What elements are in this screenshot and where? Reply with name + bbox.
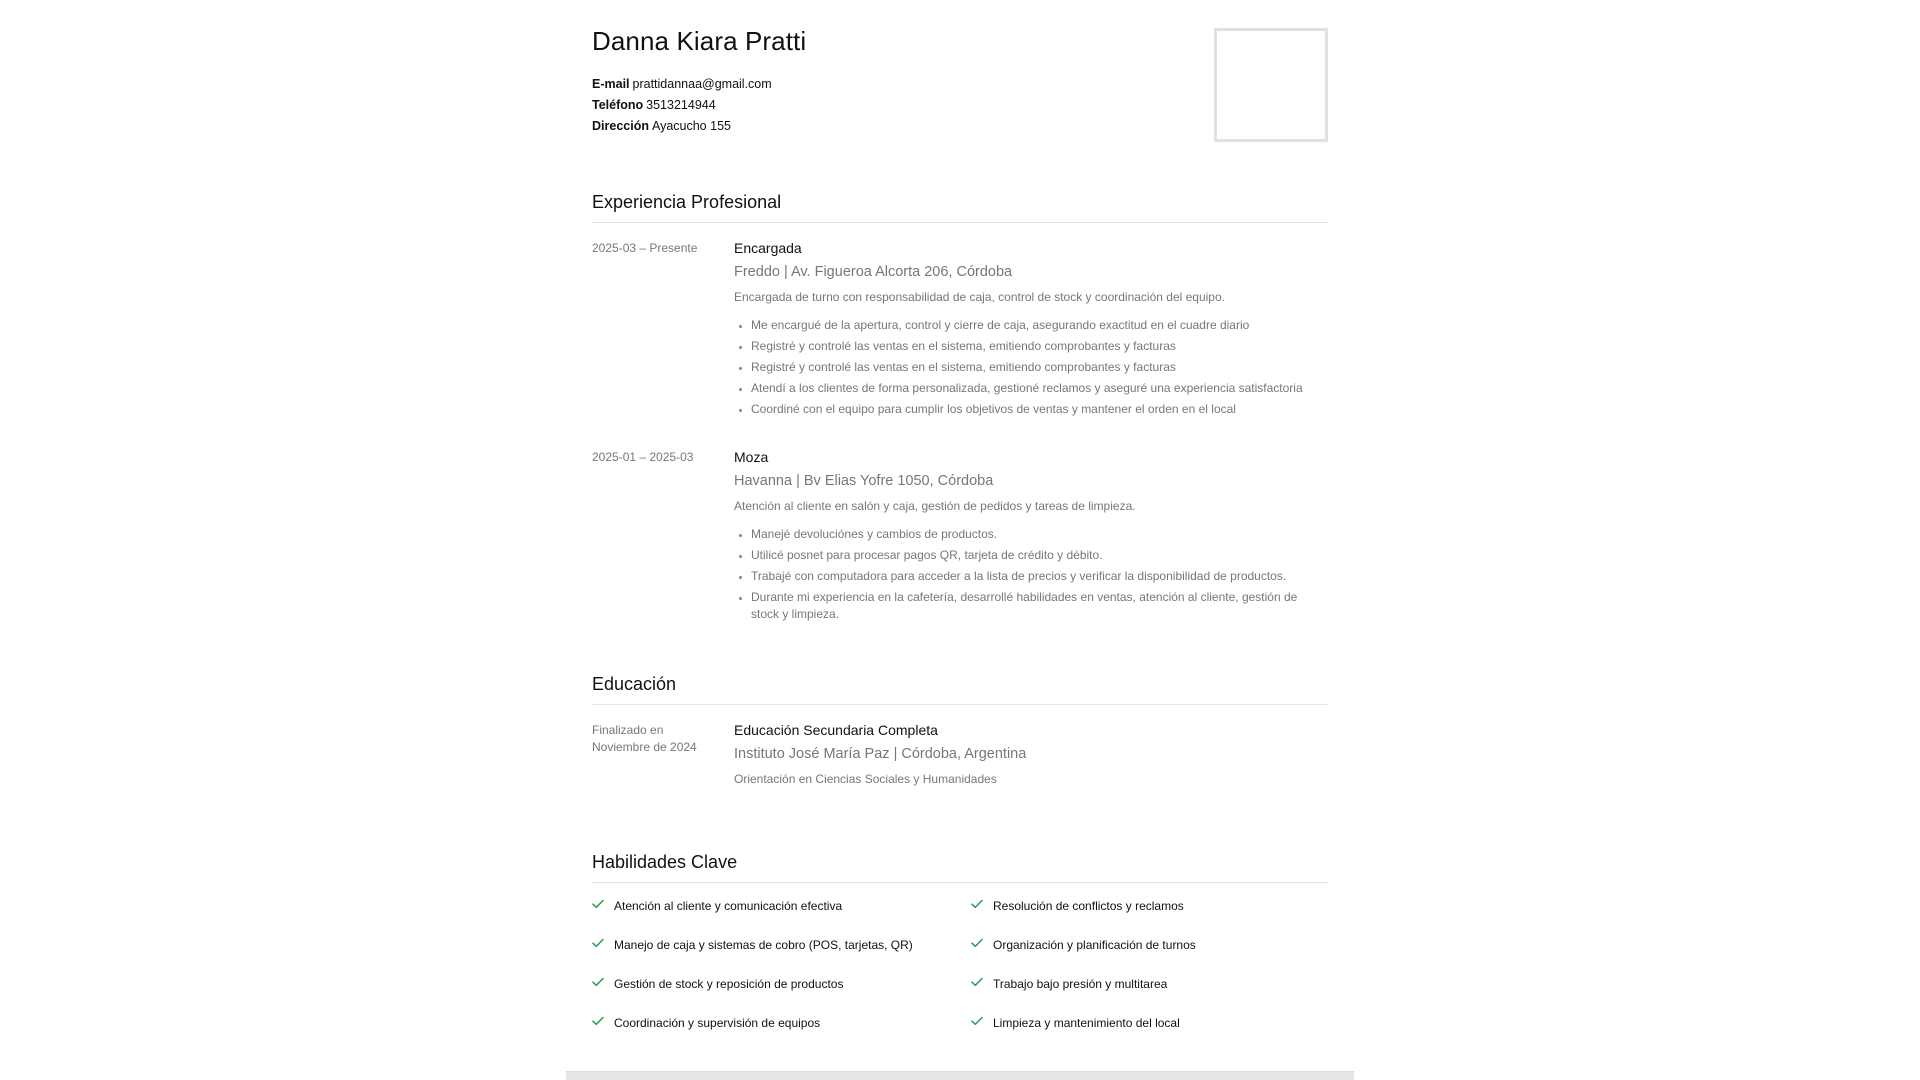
- skill-item: [592, 1014, 971, 1032]
- check-icon: [971, 899, 983, 909]
- check-icon: [592, 899, 604, 909]
- entry-date-line: Noviembre de 2024: [592, 740, 697, 754]
- skill-label: Trabajo bajo presión y multitarea: [993, 977, 1168, 991]
- experience-section: [592, 192, 1328, 627]
- experience-title: Experiencia Profesional: [592, 192, 1328, 223]
- entry-description: Encargada de turno con responsabilidad de caja, control de stock y coordinación del equipo.: [734, 290, 1225, 304]
- skills-title: Habilidades Clave: [592, 852, 1328, 883]
- profile-photo: [1214, 28, 1328, 142]
- skill-item: [971, 1014, 1328, 1032]
- entry-body: [734, 721, 1328, 787]
- entry-date-line: Finalizado en: [592, 723, 664, 737]
- skills-section: [592, 852, 1328, 1032]
- entry-description: Atención al cliente en salón y caja, gestión de pedidos y tareas de limpieza.: [734, 499, 1136, 513]
- contact-address-label: Dirección: [592, 119, 649, 133]
- resume-header: [592, 0, 1328, 160]
- education-section: [592, 674, 1328, 787]
- skill-label: Coordinación y supervisión de equipos: [614, 1016, 821, 1030]
- bullet-item: • Me encargué de la apertura, control y cierre de caja, asegurando exactitud en el cuadre diario: [751, 317, 1328, 334]
- skill-label: Manejo de caja y sistemas de cobro (POS, tarjetas, QR): [614, 938, 913, 952]
- contact-address-value: Ayacucho 155: [651, 119, 731, 133]
- candidate-name: Danna Kiara Pratti: [592, 26, 807, 56]
- entry-role: Educación Secundaria Completa: [734, 722, 938, 738]
- bullet-item: • Atendí a los clientes de forma personalizada, gestioné reclamos y aseguré una experiencia satisfactoria: [751, 380, 1328, 397]
- entry-date: [592, 721, 734, 787]
- contact-email-label: E-mail: [592, 77, 630, 91]
- skill-label: Limpieza y mantenimiento del local: [993, 1016, 1180, 1030]
- entry-bullets: [734, 526, 1328, 623]
- entry-date: 2025-03 – Presente: [592, 241, 698, 255]
- check-icon: [971, 977, 983, 987]
- contact-email-value[interactable]: prattidannaa@gmail.com: [632, 77, 772, 91]
- bullet-item: • Registré y controlé las ventas en el sistema, emitiendo comprobantes y facturas: [751, 338, 1328, 355]
- skill-item: [592, 975, 971, 993]
- entry-role: Moza: [734, 449, 769, 465]
- bullet-item: • Coordiné con el equipo para cumplir los objetivos de ventas y mantener el orden en el local: [751, 401, 1328, 418]
- skill-label: Atención al cliente y comunicación efectiva: [614, 899, 843, 913]
- check-icon: [592, 938, 604, 948]
- skill-item: [971, 975, 1328, 993]
- contact-phone-value[interactable]: 3513214944: [646, 98, 716, 112]
- resume-sheet: [592, 0, 1328, 1030]
- page-bottom-edge: [566, 1071, 1354, 1080]
- entry-role: Encargada: [734, 240, 802, 256]
- entry-organization: Havanna | Bv Elias Yofre 1050, Córdoba: [734, 473, 994, 489]
- bullet-item: • Manejé devoluciónes y cambios de productos.: [751, 526, 1328, 543]
- bullet-item: • Durante mi experiencia en la cafetería, desarrollé habilidades en ventas, atención al cliente, gestión de stock y limpieza.: [751, 589, 1328, 623]
- bullet-item: • Trabajé con computadora para acceder a la lista de precios y verificar la disponibilidad de productos.: [751, 568, 1328, 585]
- entry-bullets: [734, 317, 1328, 418]
- check-icon: [971, 938, 983, 948]
- contact-email: [592, 74, 772, 95]
- entry-body: [734, 448, 1328, 627]
- entry-organization: Freddo | Av. Figueroa Alcorta 206, Córdoba: [734, 264, 1013, 280]
- bullet-item: • Registré y controlé las ventas en el sistema, emitiendo comprobantes y facturas: [751, 359, 1328, 376]
- entry-organization: Instituto José María Paz | Córdoba, Argentina: [734, 746, 1027, 762]
- entry-description: Orientación en Ciencias Sociales y Humanidades: [734, 772, 997, 786]
- skill-label: Organización y planificación de turnos: [993, 938, 1196, 952]
- experience-entry: [592, 448, 1328, 627]
- skill-item: [592, 936, 971, 954]
- entry-body: [734, 239, 1328, 422]
- skill-label: Gestión de stock y reposición de productos: [614, 977, 844, 991]
- skill-item: [971, 897, 1328, 915]
- skills-grid: [592, 897, 1328, 1032]
- skill-label: Resolución de conflictos y reclamos: [993, 899, 1184, 913]
- entry-date: 2025-01 – 2025-03: [592, 450, 694, 464]
- resume-page: [566, 0, 1354, 1080]
- bullet-item: • Utilicé posnet para procesar pagos QR, tarjeta de crédito y débito.: [751, 547, 1328, 564]
- check-icon: [971, 1016, 983, 1026]
- check-icon: [592, 977, 604, 987]
- contact-address: [592, 116, 772, 137]
- contact-phone: [592, 95, 772, 116]
- skill-item: [971, 936, 1328, 954]
- check-icon: [592, 1016, 604, 1026]
- experience-entry: [592, 239, 1328, 422]
- contact-info: [592, 74, 772, 137]
- education-entry: [592, 721, 1328, 787]
- skill-item: [592, 897, 971, 915]
- education-title: Educación: [592, 674, 1328, 705]
- contact-phone-label: Teléfono: [592, 98, 644, 112]
